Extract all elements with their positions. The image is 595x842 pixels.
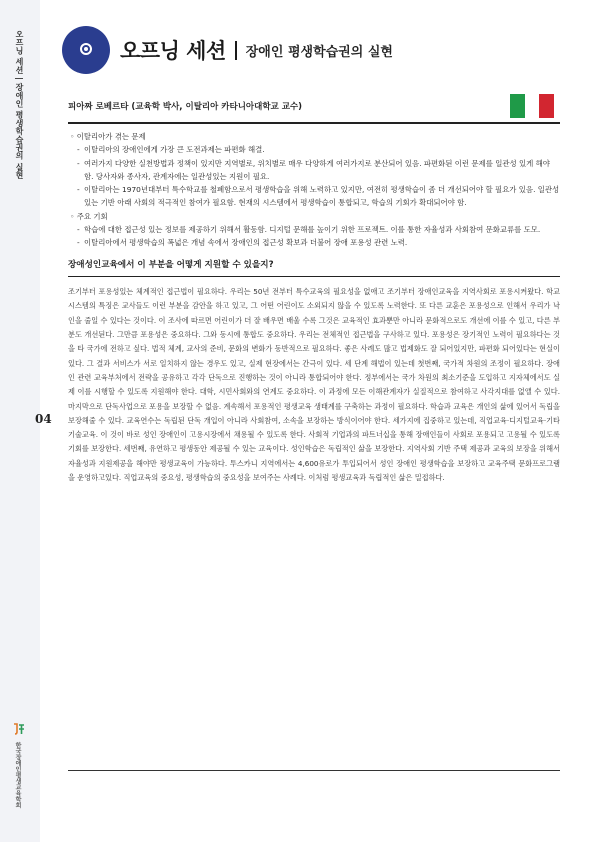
circle-target-icon <box>62 26 110 74</box>
bottom-rule <box>68 770 560 771</box>
vertical-section-label: 오프닝 세션 | 장애인 평생학습권의 실현 <box>15 30 24 180</box>
italy-flag-icon <box>510 94 554 118</box>
title-separator <box>235 41 237 60</box>
outline-item: - 이탈리아는 1970년대부터 특수학교를 철폐함으로서 평생학습을 위해 노력하고 있지만, 여전히 평생학습이 좀 더 개선되어야 할 필요가 있음. 일관성 있는 기반 아래 사회의 적극적인 참여가 필요함. 현재의 시스템에서 평생학습이 통합되고, 학습의 기회가 확대되어야 함. <box>68 183 560 210</box>
session-subtitle: 장애인 평생학습권의 실현 <box>245 44 393 60</box>
org-logo-icon <box>12 722 26 736</box>
outline-item: - 학습에 대한 접근성 있는 정보를 제공하기 위해서 활동함. 디지털 문해를 높이기 위한 프로젝트. 이를 통한 자율성과 사회참여 문화교류를 도모. <box>68 223 560 236</box>
session-header <box>62 26 393 74</box>
main-content <box>68 94 560 485</box>
footer-org-name: 한국장애인평생교육학회 <box>14 742 21 808</box>
speaker-divider <box>68 122 560 124</box>
outline-heading: ◦ 이탈리아가 겪는 문제 <box>70 132 146 141</box>
question-divider <box>68 276 560 278</box>
page-number: 04 <box>35 412 52 426</box>
speaker-name: 피아짜 로베르타 (교육학 박사, 이탈리아 카타니아대학교 교수) <box>68 102 303 112</box>
outline-heading: ◦ 주요 기회 <box>70 211 108 221</box>
speaker-row <box>68 94 560 120</box>
answer-body: 조기부터 포용성있는 체계적인 접근법이 필요하다. 우리는 50년 전부터 특수교육의 필요성을 없애고 조기부터 장애인교육을 지역사회로 포용시켜왔다. 학교 시스템의 특징은 교사들도 이런 부분을 감안을 하고 있고, 그 어떤 어린이도 소외되지 않을 수 있도록 노력한다. 또 다른 교훈은 포용성으로 인해서 우리가 낙인을 줄일 수 있다는 것이다. 이 조사에 따르면 어린이가 더 잘 배우면 배울 수록 그것은 교육적인 효과뿐만 아니라 문화적으로도 개선에 이를 수 있고, 다른 부분도 개선된다. 그만큼 포용성은 중요하다. 그와 동시에 통합도 중요하다. 우리는 전체적인 접근법을 구사하고 있다. 포용성은 장기적인 노력이 필요하다는 것을 타 국가에 전하고 싶다. 법적 체계, 교사의 준비, 문화의 변화가 동반적으로 필요하다. 좋은 사례도 많고 법제화도 잘 되어있지만, 파편화 되어있다는 현실이 있다. 그 결과 서비스가 서로 일치하지 않는 경우도 있고, 실제 현장에서는 간극이 있다. 세 단계 해법이 있는데 첫번째, 국가적 차원의 조정이 필요하다. 장애인 관련 교육부처에서 전략을 공유하고 각각 단독으로 진행하는 것이 아니라 통합되어야 한다. 정부에서는 국가 차원의 최소기준을 도입하고 지자체에서도 실제 이를 시행할 수 있도록 지원해야 한다. 대학, 시민사회와의 연계도 중요하다. 이 과정에 모든 이해관계자가 실질적으로 참여하고 사각지대를 없앨 수 있다. 마지막으로 단독사업으로 포용을 보장할 수 없음. 계속해서 포용적인 평생교육 생태계를 구축하는 과정이 필요하다. 학습과 교육은 개인의 삶에 있어서 독립을 보장해줄 수 있다. 교육연수는 독립된 단독 개입이 아니라 사회참여, 소속을 보장하는 방식이어야 한다. 세가지에 집중하고 있는데, 직업교육·디지털교육·기타기술교육. 이 것이 바로 성인 장애인이 고용시장에서 채용될 수 있도록 한다. 사회적 기업과의 파트너십을 통해 장애인들이 사회로 포용되고 고용될 수 있도록 기회를 보장한다. 세번째, 유연하고 평생동안 제공될 수 있는 교육이다. 성인학습은 독립적인 삶을 보장한다. 지역사회 기반 주택 제공과 교육의 보장을 위해서 자율성과 지원제공을 해야만 평생교육이 가능하다. 투스카니 지역에서는 4,600유로가 투입되어서 성인 장애인 평생학습을 보장하고 교육주택 문화프로그램을 운영하고있다. 직업교육의 중요성, 평생학습의 중요성을 보여주는 사례다. 이처럼 평생교육과 독립적인 삶은 밀접하다. <box>68 287 560 483</box>
outline-item: - 이탈리아의 장애인에게 가장 큰 도전과제는 파편화 해결. <box>68 143 560 156</box>
outline-item: - 여러가지 다양한 실천방법과 정책이 있지만 지역별로, 위치별로 매우 다양하게 여러가지로 분산되어 있음. 파편화된 이런 문제를 일관성 있게 해야 함. 당사자와 종사자, 관계자에는 일관성있는 지원이 필요. <box>68 157 560 184</box>
question-heading: 장애성인교육에서 이 부분을 어떻게 지원할 수 있을지? <box>68 259 274 270</box>
outline-item: - 이탈리아에서 평생학습의 폭넓은 개념 속에서 장애인의 접근성 확보과 더불어 장애 포용성 관련 노력. <box>68 236 560 249</box>
summary-outline <box>68 130 560 250</box>
session-title: 오프닝 세션 <box>120 39 226 63</box>
